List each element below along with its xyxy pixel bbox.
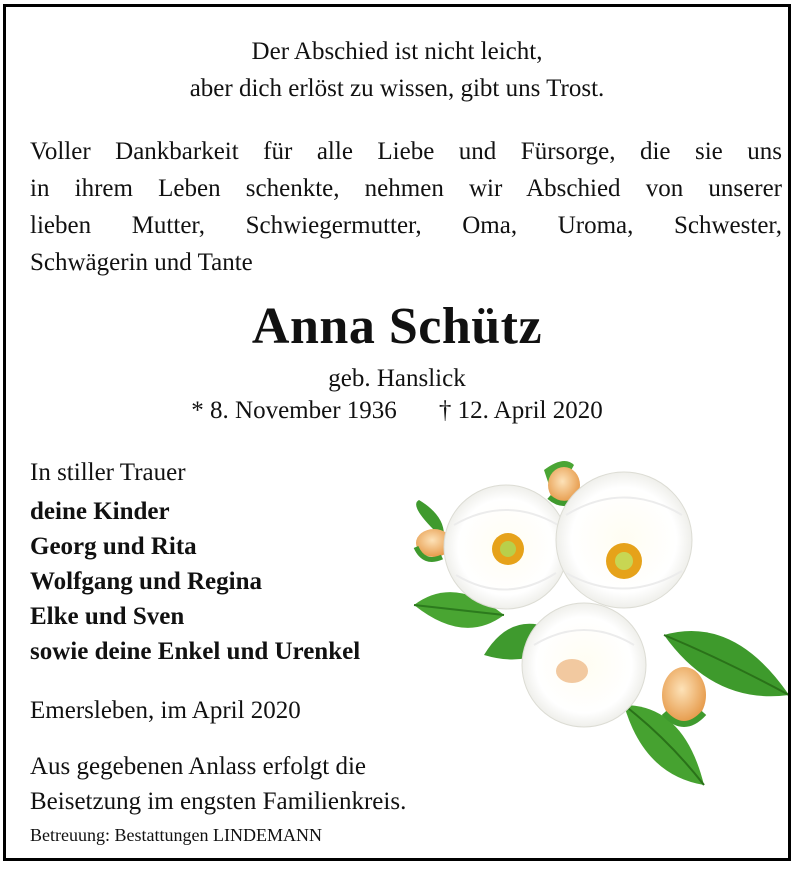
maiden-name: geb. Hanslick [328,365,466,392]
intro-text [30,133,782,281]
obituary-frame [3,4,791,861]
burial-note [30,749,406,819]
family-list [30,494,360,669]
family-member: deine Kinder [30,498,170,525]
family-member: Georg und Rita [30,533,197,560]
rose-right [556,472,692,608]
rose-left [444,485,568,609]
intro-line-3: lieben Mutter, Schwiegermutter, Oma, Uroma, Schwester, [30,212,782,239]
intro-line-1: Voller Dankbarkeit für alle Liebe und Fürsorge, die sie uns [30,138,782,165]
death-date: † 12. April 2020 [438,397,603,424]
motto [6,33,788,107]
motto-line-1: Der Abschied ist nicht leicht, [251,38,543,65]
rose-bottom [522,603,646,727]
intro-line-2: in ihrem Leben schenkte, nehmen wir Abschied von unserer [30,175,782,202]
burial-line-1: Aus gegebenen Anlass erfolgt die [30,753,367,780]
deceased-name: Anna Schütz [251,298,543,355]
intro-line-4: Schwägerin und Tante [30,249,253,276]
place-date: Emersleben, im April 2020 [30,697,301,724]
mourning-heading: In stiller Trauer [30,459,186,486]
undertaker-credit: Betreuung: Bestattungen LINDEMANN [30,825,322,845]
life-dates [6,395,788,427]
motto-line-2: aber dich erlöst zu wissen, gibt uns Trost. [189,75,605,102]
burial-line-2: Beisetzung im engsten Familienkreis. [30,788,407,815]
family-member: Wolfgang und Regina [30,568,263,595]
white-roses-icon [394,455,791,795]
birth-date: * 8. November 1936 [191,397,397,424]
family-member: sowie deine Enkel und Urenkel [30,638,361,665]
family-member: Elke und Sven [30,603,185,630]
